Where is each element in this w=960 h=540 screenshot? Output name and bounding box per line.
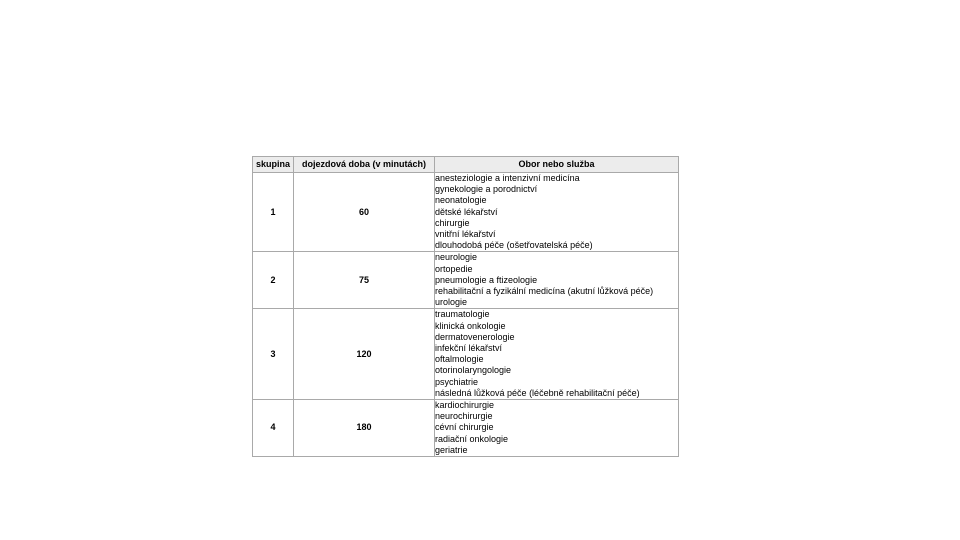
field-item: pneumologie a ftizeologie bbox=[435, 274, 538, 285]
header-group: skupina bbox=[253, 157, 294, 173]
travel-time-cell: 75 bbox=[294, 252, 435, 309]
table-row bbox=[253, 252, 679, 309]
field-list-cell bbox=[435, 252, 679, 309]
travel-time-cell: 120 bbox=[294, 309, 435, 400]
field-item: geriatrie bbox=[435, 444, 468, 455]
table-row bbox=[253, 309, 679, 400]
field-item: dětské lékařství bbox=[435, 206, 498, 217]
field-item: rehabilitační a fyzikální medicína (akutní lůžková péče) bbox=[435, 286, 654, 297]
field-item: infekční lékařství bbox=[435, 343, 503, 354]
services-table bbox=[252, 156, 679, 457]
travel-time-cell: 60 bbox=[294, 173, 435, 252]
field-item: následná lůžková péče (léčebně rehabilitační péče) bbox=[435, 387, 640, 398]
field-item: anesteziologie a intenzivní medicína bbox=[435, 173, 580, 183]
group-cell: 1 bbox=[253, 173, 294, 252]
field-item: neonatologie bbox=[435, 195, 487, 206]
field-list-cell bbox=[435, 309, 679, 400]
header-field: Obor nebo služba bbox=[435, 157, 679, 173]
field-item: vnitřní lékařství bbox=[435, 229, 496, 240]
group-cell: 4 bbox=[253, 400, 294, 457]
field-item: gynekologie a porodnictví bbox=[435, 184, 538, 195]
table-row bbox=[253, 173, 679, 252]
field-list-cell bbox=[435, 400, 679, 457]
header-travel-time: dojezdová doba (v minutách) bbox=[294, 157, 435, 173]
header-row bbox=[253, 157, 679, 173]
field-item: otorinolaryngologie bbox=[435, 365, 512, 376]
group-cell: 2 bbox=[253, 252, 294, 309]
field-item: oftalmologie bbox=[435, 354, 484, 365]
travel-time-cell: 180 bbox=[294, 400, 435, 457]
field-item: radiační onkologie bbox=[435, 433, 509, 444]
field-item: dermatovenerologie bbox=[435, 331, 515, 342]
field-item: chirurgie bbox=[435, 217, 470, 228]
field-item: traumatologie bbox=[435, 309, 490, 320]
field-item: urologie bbox=[435, 297, 468, 308]
field-item: kardiochirurgie bbox=[435, 400, 495, 411]
field-item: neurologie bbox=[435, 252, 478, 263]
field-item: psychiatrie bbox=[435, 376, 479, 387]
field-item: klinická onkologie bbox=[435, 320, 506, 331]
table-row bbox=[253, 400, 679, 457]
field-item: dlouhodobá péče (ošetřovatelská péče) bbox=[435, 240, 593, 251]
field-item: ortopedie bbox=[435, 263, 473, 274]
group-cell: 3 bbox=[253, 309, 294, 400]
field-list-cell bbox=[435, 173, 679, 252]
field-item: cévní chirurgie bbox=[435, 422, 494, 433]
field-item: neurochirurgie bbox=[435, 411, 493, 422]
